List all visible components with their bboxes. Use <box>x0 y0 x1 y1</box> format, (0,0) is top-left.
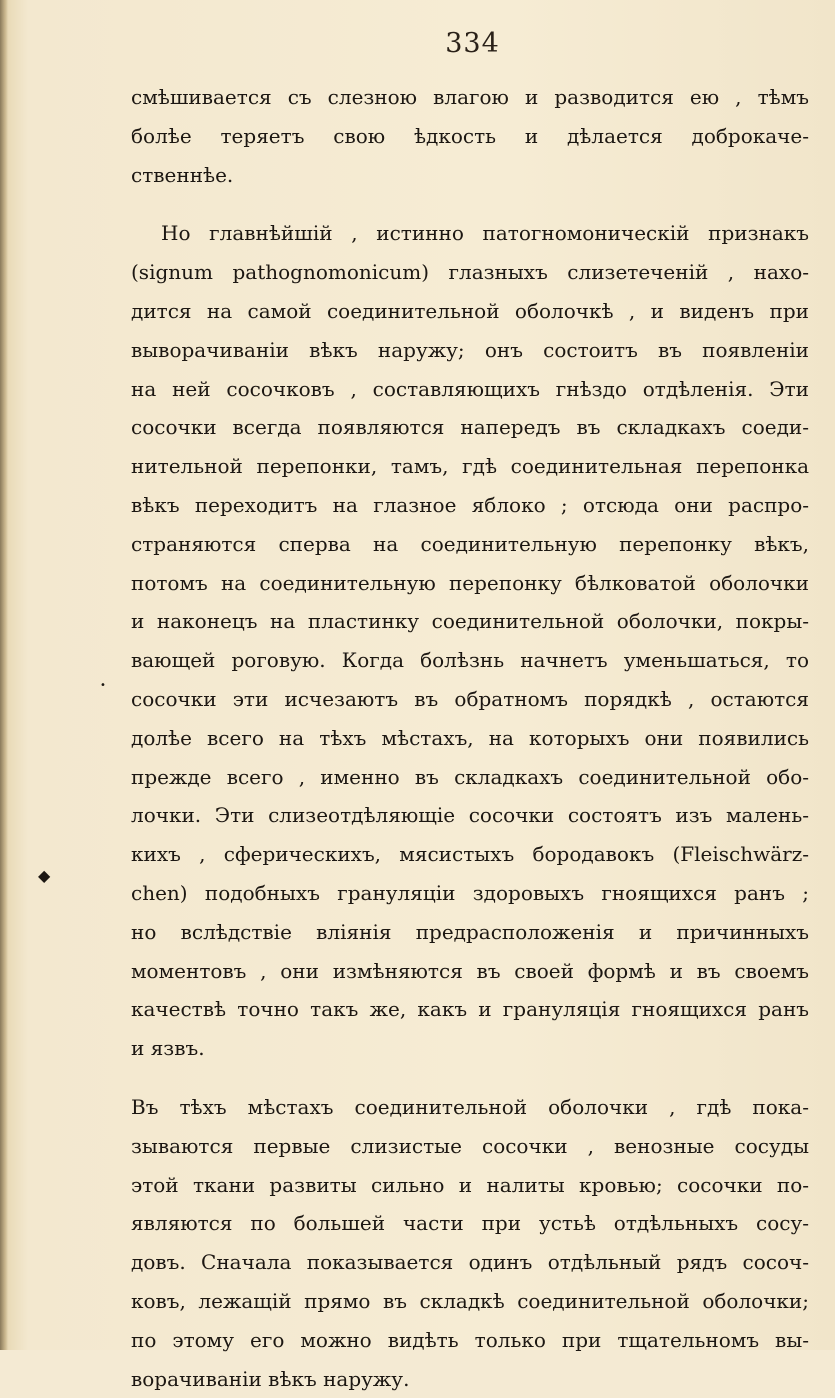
text-line: вѣкъ переходитъ на глазное яблоко ; отсюда они распро- <box>131 486 809 525</box>
body-text <box>131 78 809 1398</box>
text-line: и язвъ. <box>131 1029 809 1068</box>
text-line: кихъ , сферическихъ, мясистыхъ бородавокъ (Fleischwärz- <box>131 835 809 874</box>
text-line: Но главнѣйшій , истинно патогномоническій признакъ <box>131 214 809 253</box>
text-line: прежде всего , именно въ складкахъ соединительной обо- <box>131 758 809 797</box>
text-line: этой ткани развиты сильно и налиты кровью; сосочки по- <box>131 1166 809 1205</box>
text-line: выворачиваніи вѣкъ наружу; онъ состоитъ въ появленіи <box>131 331 809 370</box>
text-line: по этому его можно видѣть только при тщательномъ вы- <box>131 1321 809 1360</box>
text-line: вающей роговую. Когда болѣзнь начнетъ уменьшаться, то <box>131 641 809 680</box>
text-line: но вслѣдствіе вліянія предрасположенія и причинныхъ <box>131 913 809 952</box>
text-line: ственнѣе. <box>131 156 809 195</box>
text-line: дится на самой соединительной оболочкѣ , и виденъ при <box>131 292 809 331</box>
text-line: довъ. Сначала показывается одинъ отдѣльный рядъ сосоч- <box>131 1243 809 1282</box>
text-line: потомъ на соединительную перепонку бѣлковатой оболочки <box>131 564 809 603</box>
text-line: долѣе всего на тѣхъ мѣстахъ, на которыхъ они появились <box>131 719 809 758</box>
stray-ink-mark: ◆ <box>38 866 50 885</box>
text-line: на ней сосочковъ , составляющихъ гнѣздо отдѣленія. Эти <box>131 370 809 409</box>
text-line: Въ тѣхъ мѣстахъ соединительной оболочки , гдѣ пока- <box>131 1088 809 1127</box>
text-line: (signum pathognomonicum) глазныхъ слизетеченій , нахо- <box>131 253 809 292</box>
text-line: моментовъ , они измѣняются въ своей формѣ и въ своемъ <box>131 952 809 991</box>
text-line: и наконецъ на пластинку соединительной оболочки, покры- <box>131 602 809 641</box>
text-line: сосочки всегда появляются напередъ въ складкахъ соеди- <box>131 408 809 447</box>
page-binding-edge <box>0 0 8 1350</box>
text-line: зываются первые слизистые сосочки , венозные сосуды <box>131 1127 809 1166</box>
stray-ink-dot: • <box>100 680 106 691</box>
text-line: лочки. Эти слизеотдѣляющіе сосочки состоятъ изъ малень- <box>131 796 809 835</box>
text-line: являются по большей части при устьѣ отдѣльныхъ сосу- <box>131 1204 809 1243</box>
text-line: ворачиваніи вѣкъ наружу. <box>131 1360 809 1398</box>
page-number: 334 <box>0 28 835 59</box>
text-line: chen) подобныхъ грануляціи здоровыхъ гноящихся ранъ ; <box>131 874 809 913</box>
text-line: смѣшивается съ слезною влагою и разводится ею , тѣмъ <box>131 78 809 117</box>
text-line: болѣе теряетъ свою ѣдкость и дѣлается доброкаче- <box>131 117 809 156</box>
text-line: сосочки эти исчезаютъ въ обратномъ порядкѣ , остаются <box>131 680 809 719</box>
text-line: ковъ, лежащій прямо въ складкѣ соединительной оболочки; <box>131 1282 809 1321</box>
text-line: нительной перепонки, тамъ, гдѣ соединительная перепонка <box>131 447 809 486</box>
text-line: качествѣ точно такъ же, какъ и грануляція гноящихся ранъ <box>131 990 809 1029</box>
text-line: страняются сперва на соединительную перепонку вѣкъ, <box>131 525 809 564</box>
